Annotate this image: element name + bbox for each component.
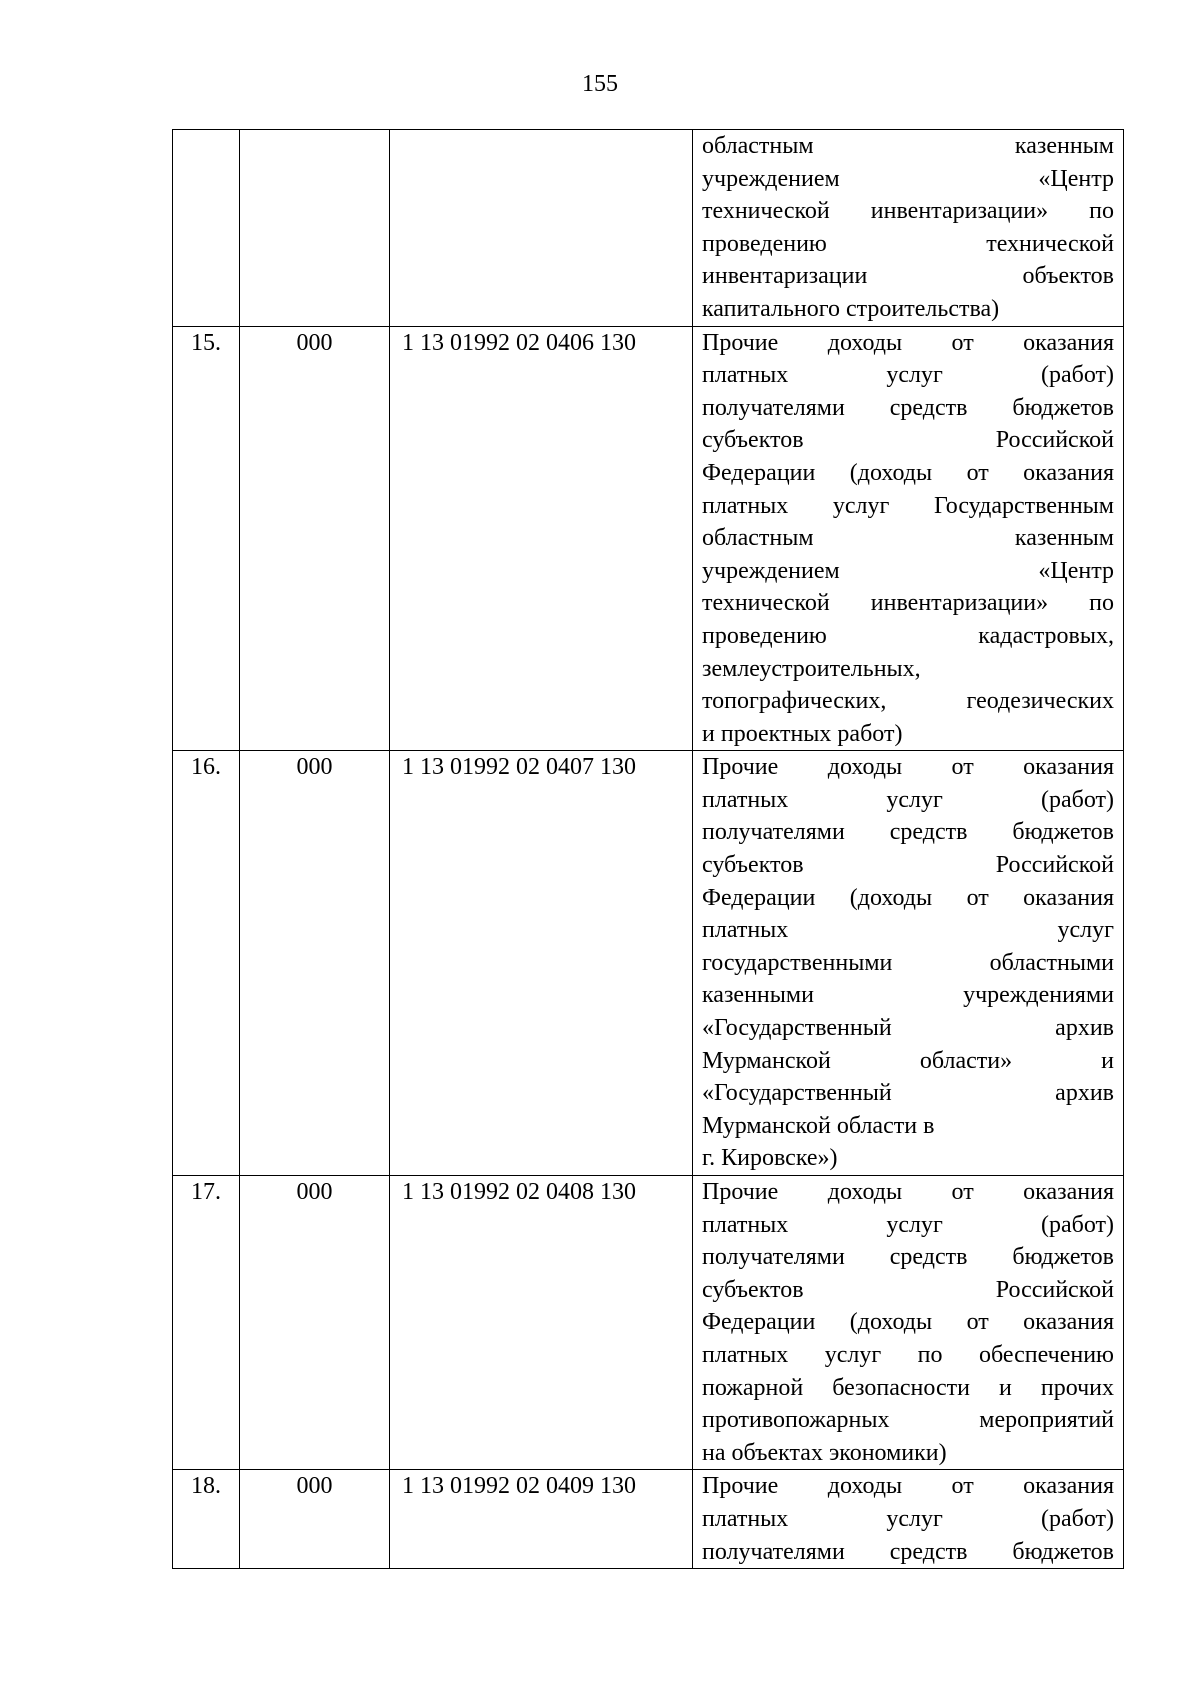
admin-code-cell (240, 130, 390, 327)
table-row (173, 326, 1124, 751)
description-line: платных услуг по обеспечению (702, 1341, 1114, 1368)
description-line: Федерации (доходы от оказания (702, 459, 1114, 486)
description-line: Прочие доходы от оказания (702, 1179, 1114, 1205)
description-line: технической инвентаризации» по (702, 198, 1114, 225)
description-line: платных услуг (работ) (702, 786, 1114, 813)
row-number-cell: 15. (173, 326, 240, 751)
description-line: противопожарных мероприятий (702, 1407, 1114, 1434)
page-number: 155 (582, 71, 618, 97)
table-body (173, 130, 1124, 1569)
description-line: субъектов Российской (702, 852, 1114, 879)
description-line: технической инвентаризации» по (702, 590, 1114, 617)
revenue-code-cell: 1 13 01992 02 0408 130 (390, 1176, 693, 1470)
description-cell (693, 751, 1124, 1176)
description-line: и проектных работ) (702, 720, 903, 747)
description-cell (693, 326, 1124, 751)
admin-code-cell: 000 (240, 1176, 390, 1470)
description-cell (693, 130, 1124, 327)
table-row (173, 1176, 1124, 1470)
description-line: «Государственный архив (702, 1080, 1114, 1107)
description-line: капитального строительства) (702, 295, 1000, 322)
row-number-cell (173, 130, 240, 327)
description-cell (693, 1176, 1124, 1470)
description-line: пожарной безопасности и прочих (702, 1374, 1114, 1401)
description-line: Прочие доходы от оказания (702, 329, 1114, 356)
description-line: государственными областными (702, 949, 1114, 976)
table-row (173, 751, 1124, 1176)
description-line: топографических, геодезических (702, 688, 1114, 715)
table-row (173, 1470, 1124, 1569)
admin-code-cell: 000 (240, 751, 390, 1176)
description-line: Федерации (доходы от оказания (702, 1309, 1114, 1336)
description-line: проведению кадастровых, (702, 622, 1114, 649)
description-line: учреждением «Центр (702, 557, 1114, 584)
description-line: землеустроительных, (702, 655, 921, 682)
description-line: Федерации (доходы от оказания (702, 884, 1114, 911)
description-line: Прочие доходы от оказания (702, 1473, 1114, 1500)
description-line: «Государственный архив (702, 1015, 1114, 1042)
row-number-cell: 17. (173, 1176, 240, 1470)
description-line: Мурманской области в (702, 1112, 935, 1139)
revenue-code-cell (390, 130, 693, 327)
revenue-code-cell: 1 13 01992 02 0406 130 (390, 326, 693, 751)
description-line: проведению технической (702, 230, 1114, 257)
description-cell (693, 1470, 1124, 1569)
description-line: субъектов Российской (702, 1276, 1114, 1303)
description-line: получателями средств бюджетов (702, 1538, 1114, 1565)
revenue-code-cell: 1 13 01992 02 0407 130 (390, 751, 693, 1176)
description-line: получателями средств бюджетов (702, 394, 1114, 421)
description-line: Прочие доходы от оказания (702, 754, 1114, 781)
description-line: Мурманской области» и (702, 1047, 1114, 1074)
description-line: инвентаризации объектов (702, 263, 1114, 290)
budget-revenue-table (172, 129, 1124, 1569)
description-line: платных услуг (работ) (702, 1211, 1114, 1238)
description-line: казенными учреждениями (702, 982, 1114, 1009)
description-line: платных услуг (702, 917, 1114, 944)
description-line: платных услуг (работ) (702, 362, 1114, 389)
row-number-cell: 18. (173, 1470, 240, 1569)
description-line: учреждением «Центр (702, 165, 1114, 192)
revenue-code-cell: 1 13 01992 02 0409 130 (390, 1470, 693, 1569)
description-line: платных услуг (работ) (702, 1505, 1114, 1532)
admin-code-cell: 000 (240, 1470, 390, 1569)
description-line: получателями средств бюджетов (702, 819, 1114, 846)
description-line: областным казенным (702, 525, 1114, 552)
admin-code-cell: 000 (240, 326, 390, 751)
description-line: платных услуг Государственным (702, 492, 1114, 519)
description-line: областным казенным (702, 133, 1114, 159)
description-line: на объектах экономики) (702, 1439, 947, 1466)
row-number-cell: 16. (173, 751, 240, 1176)
description-line: г. Кировске») (702, 1145, 838, 1172)
description-line: получателями средств бюджетов (702, 1244, 1114, 1271)
table-row (173, 130, 1124, 327)
description-line: субъектов Российской (702, 427, 1114, 454)
